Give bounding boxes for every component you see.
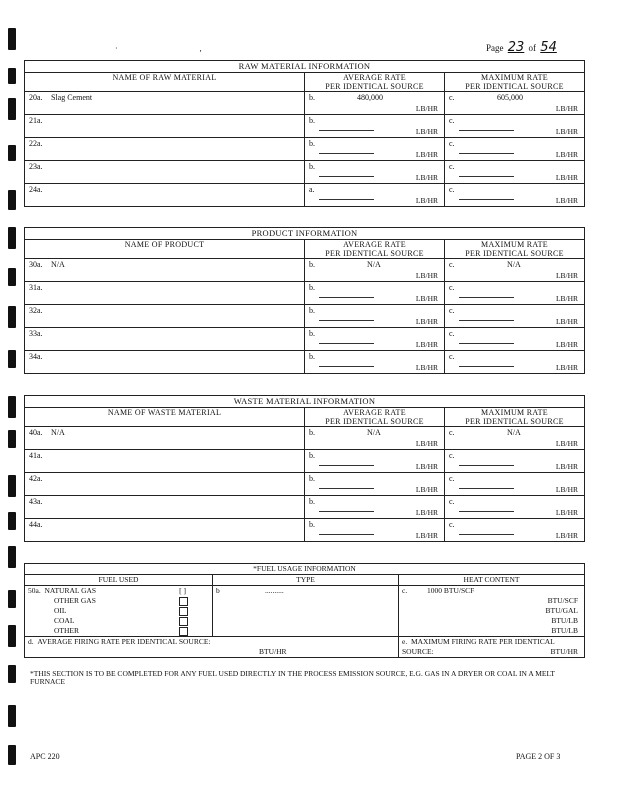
product-max-cell[interactable]: c. LB/HR xyxy=(445,328,585,351)
table-row xyxy=(25,328,585,351)
raw-max-cell[interactable]: c. LB/HR xyxy=(445,184,585,207)
product-avg-cell[interactable]: b. LB/HR xyxy=(305,328,445,351)
raw-avg-cell[interactable]: a. LB/HR xyxy=(305,184,445,207)
waste-name-cell[interactable]: 42a. xyxy=(25,473,305,496)
fuel-item-natural-gas[interactable]: 50a. NATURAL GAS [ ] xyxy=(25,586,213,597)
punch-mark xyxy=(8,475,16,497)
page-of: of xyxy=(528,43,537,53)
product-name-cell[interactable]: 34a. xyxy=(25,351,305,374)
table-row xyxy=(25,92,585,115)
product-name-cell[interactable]: 33a. xyxy=(25,328,305,351)
product-max-cell[interactable]: c. LB/HR xyxy=(445,282,585,305)
waste-max-cell[interactable]: c. LB/HR xyxy=(445,519,585,542)
table-row xyxy=(25,473,585,496)
fuel-heat-cell[interactable]: BTU/SCF xyxy=(399,596,585,606)
raw-material-table xyxy=(24,60,585,207)
raw-rows xyxy=(25,92,585,207)
page-footer: PAGE 2 OF 3 xyxy=(516,752,561,761)
fuel-type-cell[interactable] xyxy=(213,606,399,616)
punch-mark xyxy=(8,430,16,448)
punch-mark xyxy=(8,190,16,210)
product-name-cell[interactable]: 31a. xyxy=(25,282,305,305)
waste-max-cell[interactable]: c. LB/HR xyxy=(445,473,585,496)
waste-col-avg: AVERAGE RATE PER IDENTICAL SOURCE xyxy=(305,408,445,427)
fuel-item-oil[interactable]: OIL xyxy=(25,606,213,616)
fuel-heat-cell[interactable]: BTU/LB xyxy=(399,616,585,626)
table-row xyxy=(25,115,585,138)
product-max-cell[interactable]: c. LB/HR xyxy=(445,351,585,374)
raw-max-cell[interactable]: c. LB/HR xyxy=(445,161,585,184)
punch-mark xyxy=(8,227,16,249)
scan-marks: · , xyxy=(115,44,242,53)
oil-checkbox[interactable] xyxy=(179,607,188,616)
raw-max-cell[interactable]: c. 605,000 LB/HR xyxy=(445,92,585,115)
table-row xyxy=(25,519,585,542)
waste-name-cell[interactable]: 40a. N/A xyxy=(25,427,305,450)
average-firing-rate-cell[interactable]: d. AVERAGE FIRING RATE PER IDENTICAL SOURCE: BTU/HR xyxy=(25,637,399,658)
fuel-heat-cell[interactable]: BTU/GAL xyxy=(399,606,585,616)
punch-mark xyxy=(8,28,16,50)
fuel-col-used: FUEL USED xyxy=(25,575,213,586)
product-name-cell[interactable]: 30a. N/A xyxy=(25,259,305,282)
waste-table xyxy=(24,395,585,542)
product-avg-cell[interactable]: b. N/A LB/HR xyxy=(305,259,445,282)
waste-name-cell[interactable]: 41a. xyxy=(25,450,305,473)
product-col-max: MAXIMUM RATE PER IDENTICAL SOURCE xyxy=(445,240,585,259)
raw-name-cell[interactable]: 24a. xyxy=(25,184,305,207)
table-row xyxy=(25,305,585,328)
fuel-row xyxy=(25,596,585,606)
fuel-heat-cell[interactable]: BTU/LB xyxy=(399,626,585,637)
fuel-row xyxy=(25,626,585,637)
waste-avg-cell[interactable]: b. LB/HR xyxy=(305,519,445,542)
punch-mark xyxy=(8,590,16,608)
raw-avg-cell[interactable]: b. LB/HR xyxy=(305,161,445,184)
fuel-heat-cell[interactable]: c. 1000 BTU/SCF xyxy=(399,586,585,597)
product-avg-cell[interactable]: b. LB/HR xyxy=(305,282,445,305)
punch-mark xyxy=(8,350,16,368)
fuel-row xyxy=(25,616,585,626)
page-total: 54 xyxy=(540,40,557,55)
table-row xyxy=(25,184,585,207)
punch-mark xyxy=(8,68,16,84)
product-col-name: NAME OF PRODUCT xyxy=(25,240,305,259)
fuel-col-type: TYPE xyxy=(213,575,399,586)
table-row xyxy=(25,351,585,374)
coal-checkbox[interactable] xyxy=(179,617,188,626)
table-row xyxy=(25,161,585,184)
raw-col-max: MAXIMUM RATE PER IDENTICAL SOURCE xyxy=(445,73,585,92)
waste-max-cell[interactable]: c. LB/HR xyxy=(445,496,585,519)
page-current: 23 xyxy=(507,40,525,55)
punch-mark xyxy=(8,98,16,120)
raw-max-cell[interactable]: c. LB/HR xyxy=(445,115,585,138)
raw-avg-cell[interactable]: b. LB/HR xyxy=(305,138,445,161)
fuel-item-coal[interactable]: COAL xyxy=(25,616,213,626)
raw-title: RAW MATERIAL INFORMATION xyxy=(25,61,585,73)
fuel-row xyxy=(25,586,585,597)
waste-max-cell[interactable]: c. N/A LB/HR xyxy=(445,427,585,450)
punch-mark xyxy=(8,268,16,286)
waste-name-cell[interactable]: 43a. xyxy=(25,496,305,519)
fuel-col-heat: HEAT CONTENT xyxy=(399,575,585,586)
raw-name-cell[interactable]: 20a. Slag Cement xyxy=(25,92,305,115)
raw-avg-cell[interactable]: b. LB/HR xyxy=(305,115,445,138)
raw-name-cell[interactable]: 21a. xyxy=(25,115,305,138)
other-gas-checkbox[interactable] xyxy=(179,597,188,606)
product-name-cell[interactable]: 32a. xyxy=(25,305,305,328)
fuel-type-cell[interactable] xyxy=(213,616,399,626)
waste-title: WASTE MATERIAL INFORMATION xyxy=(25,396,585,408)
waste-max-cell[interactable]: c. LB/HR xyxy=(445,450,585,473)
fuel-row xyxy=(25,606,585,616)
page-label: Page xyxy=(486,43,504,53)
product-table xyxy=(24,227,585,374)
raw-name-cell[interactable]: 23a. xyxy=(25,161,305,184)
product-max-cell[interactable]: c. LB/HR xyxy=(445,305,585,328)
punch-mark xyxy=(8,625,16,647)
punch-mark xyxy=(8,665,16,683)
punch-mark xyxy=(8,396,16,418)
waste-avg-cell[interactable]: b. LB/HR xyxy=(305,473,445,496)
waste-avg-cell[interactable]: b. LB/HR xyxy=(305,496,445,519)
waste-avg-cell[interactable]: b. N/A LB/HR xyxy=(305,427,445,450)
fuel-type-cell[interactable] xyxy=(213,626,399,637)
firing-rate-row xyxy=(25,637,585,658)
table-row xyxy=(25,450,585,473)
raw-col-avg: AVERAGE RATE PER IDENTICAL SOURCE xyxy=(305,73,445,92)
fuel-item-other-gas[interactable]: OTHER GAS xyxy=(25,596,213,606)
waste-col-max: MAXIMUM RATE PER IDENTICAL SOURCE xyxy=(445,408,585,427)
punch-mark xyxy=(8,512,16,530)
fuel-type-cell[interactable]: b .......... xyxy=(213,586,399,597)
raw-avg-cell[interactable]: b. 480,000 LB/HR xyxy=(305,92,445,115)
punch-mark xyxy=(8,546,16,568)
table-row xyxy=(25,138,585,161)
fuel-type-cell[interactable] xyxy=(213,596,399,606)
waste-name-cell[interactable]: 44a. xyxy=(25,519,305,542)
table-row xyxy=(25,496,585,519)
punch-mark xyxy=(8,745,16,765)
raw-col-name: NAME OF RAW MATERIAL xyxy=(25,73,305,92)
page-number xyxy=(486,40,559,55)
fuel-footnote: *THIS SECTION IS TO BE COMPLETED FOR ANY FUEL USED DIRECTLY IN THE PROCESS EMISSION SOURCE, E.G. GAS IN A DRYER OR COAL IN A MELT FURNACE xyxy=(30,669,555,686)
table-row xyxy=(25,282,585,305)
fuel-title: *FUEL USAGE INFORMATION xyxy=(25,564,585,575)
raw-max-cell[interactable]: c. LB/HR xyxy=(445,138,585,161)
table-row xyxy=(25,259,585,282)
waste-avg-cell[interactable]: b. LB/HR xyxy=(305,450,445,473)
maximum-firing-rate-cell[interactable]: e. MAXIMUM FIRING RATE PER IDENTICAL SOURCE: BTU/HR xyxy=(399,637,585,658)
form-number: APC 220 xyxy=(30,752,60,761)
waste-col-name: NAME OF WASTE MATERIAL xyxy=(25,408,305,427)
product-rows xyxy=(25,259,585,374)
raw-name-cell[interactable]: 22a. xyxy=(25,138,305,161)
product-avg-cell[interactable]: b. LB/HR xyxy=(305,305,445,328)
product-avg-cell[interactable]: b. LB/HR xyxy=(305,351,445,374)
punch-mark xyxy=(8,145,16,161)
other-checkbox[interactable] xyxy=(179,627,188,636)
fuel-usage-table xyxy=(24,563,585,658)
punch-mark xyxy=(8,306,16,328)
product-title: PRODUCT INFORMATION xyxy=(25,228,585,240)
natural-gas-checkbox[interactable]: [ ] xyxy=(179,586,186,595)
table-row xyxy=(25,427,585,450)
punch-mark xyxy=(8,705,16,727)
product-col-avg: AVERAGE RATE PER IDENTICAL SOURCE xyxy=(305,240,445,259)
waste-rows xyxy=(25,427,585,542)
fuel-item-other[interactable]: OTHER xyxy=(25,626,213,637)
product-max-cell[interactable]: c. N/A LB/HR xyxy=(445,259,585,282)
